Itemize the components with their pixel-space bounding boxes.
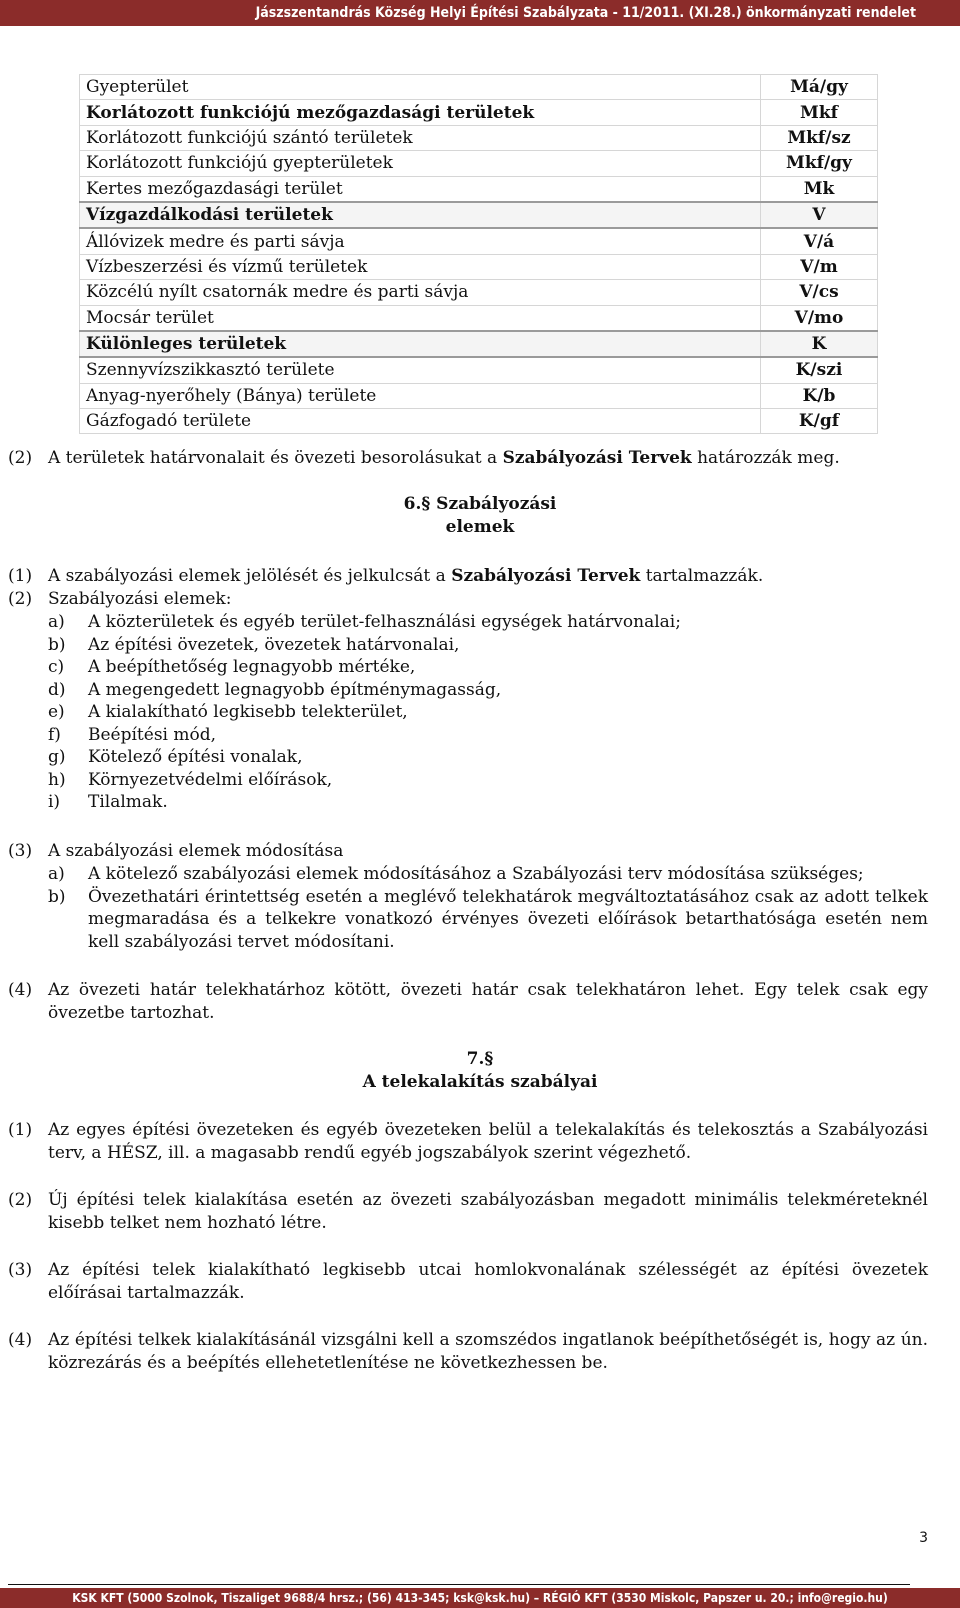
zone-code: K/szi bbox=[761, 357, 878, 383]
zone-row bbox=[80, 75, 878, 100]
zone-row bbox=[80, 228, 878, 254]
zone-row bbox=[80, 176, 878, 202]
list-item-text: A megengedett legnagyobb építménymagasság, bbox=[88, 679, 502, 700]
paragraph-text: Az övezeti határ telekhatárhoz kötött, övezeti határ csak telekhatáron lehet. Egy telek csak egy övezetbe tartozhat. bbox=[48, 980, 928, 1023]
page-footer bbox=[0, 1588, 960, 1608]
zone-code: Mkf/sz bbox=[761, 125, 878, 150]
zone-row bbox=[80, 383, 878, 408]
zone-row bbox=[80, 151, 878, 176]
list-item-text: Az építési övezetek, övezetek határvonalai, bbox=[88, 634, 460, 655]
list-item bbox=[48, 863, 928, 886]
paragraph-number: (1) bbox=[8, 566, 33, 586]
zone-row bbox=[80, 100, 878, 125]
paragraph-text: Az egyes építési övezeteken és egyéb övezeteken belül a telekalakítás és telekosztás a Szabályozási terv, a HÉSZ, ill. a magasabb rendű egyéb jogszabályok szerint végezhető. bbox=[48, 1120, 928, 1163]
paragraph-number: (1) bbox=[8, 1120, 33, 1140]
list-item-label: b) bbox=[48, 634, 66, 655]
zone-code: Mkf bbox=[761, 100, 878, 125]
zone-name: Vízgazdálkodási területek bbox=[80, 202, 761, 228]
zone-code: Má/gy bbox=[761, 75, 878, 100]
zone-row bbox=[80, 357, 878, 383]
section-6-paragraph-1 bbox=[8, 565, 928, 588]
zone-name: Különleges területek bbox=[80, 331, 761, 357]
page-number: 3 bbox=[919, 1530, 928, 1546]
zone-name: Állóvizek medre és parti sávja bbox=[80, 228, 761, 254]
zone-row bbox=[80, 409, 878, 434]
list-item bbox=[48, 746, 928, 769]
list-item bbox=[48, 611, 928, 634]
section-7-paragraph bbox=[8, 1189, 928, 1234]
zone-code: V bbox=[761, 202, 878, 228]
zone-code: K bbox=[761, 331, 878, 357]
paragraph-text: Szabályozási elemek: bbox=[48, 589, 232, 609]
zone-row bbox=[80, 125, 878, 150]
list-item bbox=[48, 724, 928, 747]
zone-name: Közcélú nyílt csatornák medre és parti sávja bbox=[80, 280, 761, 305]
zone-code: Mk bbox=[761, 176, 878, 202]
section-6-paragraph-3 bbox=[8, 840, 928, 863]
zone-row bbox=[80, 305, 878, 331]
zone-name: Gyepterület bbox=[80, 75, 761, 100]
list-item-label: e) bbox=[48, 702, 65, 722]
zone-name: Szennyvízszikkasztó területe bbox=[80, 357, 761, 383]
paragraph-text: Az építési telkek kialakításánál vizsgálni kell a szomszédos ingatlanok beépíthetőségét is, hogy az ún. közrezárás és a beépítés ellehetetlenítése ne következhessen be. bbox=[48, 1330, 928, 1373]
list-item-text: A kialakítható legkisebb telekterület, bbox=[88, 702, 408, 722]
list-item-label: a) bbox=[48, 864, 65, 884]
paragraph-number: (2) bbox=[8, 1190, 33, 1210]
list-item bbox=[48, 679, 928, 702]
zone-name: Korlátozott funkciójú gyepterületek bbox=[80, 151, 761, 176]
zone-code: V/m bbox=[761, 254, 878, 279]
list-item-text: Tilalmak. bbox=[88, 792, 168, 812]
zone-name: Anyag-nyerőhely (Bánya) területe bbox=[80, 383, 761, 408]
section-7-paragraph bbox=[8, 1119, 928, 1164]
zones-table bbox=[79, 74, 878, 434]
paragraph-emphasis: Szabályozási Tervek bbox=[451, 566, 641, 586]
header-title: Jászszentandrás Község Helyi Építési Szabályzata - 11/2011. (XI.28.) önkormányzati rendelet bbox=[255, 5, 916, 21]
list-item-label: f) bbox=[48, 724, 61, 745]
list-item-label: c) bbox=[48, 657, 65, 677]
paragraph-number: (4) bbox=[8, 1330, 33, 1350]
zone-name: Korlátozott funkciójú szántó területek bbox=[80, 125, 761, 150]
list-item-text: A beépíthetőség legnagyobb mértéke, bbox=[88, 657, 416, 677]
section-7-heading bbox=[0, 1048, 960, 1094]
zone-code: Mkf/gy bbox=[761, 151, 878, 176]
zone-name: Korlátozott funkciójú mezőgazdasági területek bbox=[80, 100, 761, 125]
section-title-line: 6.§ Szabályozási bbox=[403, 494, 557, 514]
list-item-label: g) bbox=[48, 747, 66, 767]
paragraph-number: (3) bbox=[8, 841, 33, 861]
zone-row bbox=[80, 331, 878, 357]
zone-name: Kertes mezőgazdasági terület bbox=[80, 176, 761, 202]
list-item-text: Kötelező építési vonalak, bbox=[88, 747, 303, 767]
page-header bbox=[0, 0, 960, 26]
section-6-paragraph-2 bbox=[8, 588, 928, 611]
section-title-line: elemek bbox=[445, 517, 515, 537]
paragraph-text: tartalmazzák. bbox=[640, 566, 764, 586]
list-item bbox=[48, 701, 928, 724]
paragraph-number: (2) bbox=[8, 448, 33, 468]
zone-row bbox=[80, 254, 878, 279]
list-item bbox=[48, 656, 928, 679]
list-item bbox=[48, 769, 928, 792]
section-title-line: 7.§ bbox=[466, 1049, 494, 1069]
list-item bbox=[48, 634, 928, 657]
list-item-text: Övezethatári érintettség esetén a meglévő telekhatárok megváltoztatásához csak az adott telkek megmaradása és a telkekre vonatkozó érvényes övezeti előírások betarthatósága esetén nem kell szabályozási tervet módosítani. bbox=[88, 886, 928, 952]
list-item bbox=[48, 886, 928, 954]
paragraph-text: A szabályozási elemek jelölését és jelkulcsát a bbox=[48, 566, 452, 586]
list-item-label: d) bbox=[48, 679, 66, 700]
paragraph-number: (2) bbox=[8, 589, 33, 609]
list-item-label: h) bbox=[48, 769, 66, 790]
list-item-label: b) bbox=[48, 886, 66, 907]
list-item bbox=[48, 791, 928, 814]
paragraph-text: Új építési telek kialakítása esetén az övezeti szabályozásban megadott minimális telekméreteknél kisebb telket nem hozható létre. bbox=[48, 1190, 928, 1233]
paragraph-emphasis: Szabályozási Tervek bbox=[502, 448, 692, 468]
zone-code: K/gf bbox=[761, 409, 878, 434]
paragraph-5-2 bbox=[8, 447, 928, 470]
section-7-paragraph bbox=[8, 1329, 928, 1374]
footer-text: KSK KFT (5000 Szolnok, Tiszaliget 9688/4 hrsz.; (56) 413-345; ksk@ksk.hu) – RÉGIÓ KFT (3530 Miskolc, Papszer u. 20.; info@regio.hu) bbox=[72, 1591, 888, 1605]
section-6-paragraph-3-list bbox=[48, 863, 928, 953]
zone-row bbox=[80, 280, 878, 305]
zone-code: K/b bbox=[761, 383, 878, 408]
list-item-label: a) bbox=[48, 612, 65, 632]
section-6-heading bbox=[0, 493, 960, 539]
section-6-paragraph-2-list bbox=[48, 611, 928, 814]
section-title-line: A telekalakítás szabályai bbox=[362, 1072, 598, 1092]
zone-name: Vízbeszerzési és vízmű területek bbox=[80, 254, 761, 279]
list-item-text: A közterületek és egyéb terület-felhasználási egységek határvonalai; bbox=[88, 612, 681, 632]
paragraph-number: (3) bbox=[8, 1260, 33, 1280]
list-item-label: i) bbox=[48, 792, 61, 812]
paragraph-number: (4) bbox=[8, 980, 33, 1000]
list-item-text: Beépítési mód, bbox=[88, 724, 217, 745]
paragraph-text: Az építési telek kialakítható legkisebb utcai homlokvonalának szélességét az építési övezetek előírásai tartalmazzák. bbox=[48, 1260, 928, 1303]
zone-name: Gázfogadó területe bbox=[80, 409, 761, 434]
section-6-paragraph-4 bbox=[8, 979, 928, 1024]
zone-code: V/mo bbox=[761, 305, 878, 331]
section-7-paragraph bbox=[8, 1259, 928, 1304]
paragraph-text: A szabályozási elemek módosítása bbox=[48, 841, 344, 861]
zone-name: Mocsár terület bbox=[80, 305, 761, 331]
zone-code: V/cs bbox=[761, 280, 878, 305]
zone-row bbox=[80, 202, 878, 228]
footer-rule bbox=[8, 1584, 910, 1585]
zone-code: V/á bbox=[761, 228, 878, 254]
paragraph-text: A területek határvonalait és övezeti besorolásukat a bbox=[48, 448, 503, 468]
list-item-text: Környezetvédelmi előírások, bbox=[88, 769, 333, 790]
list-item-text: A kötelező szabályozási elemek módosításához a Szabályozási terv módosítása szükséges; bbox=[88, 864, 864, 884]
paragraph-text: határozzák meg. bbox=[691, 448, 840, 468]
